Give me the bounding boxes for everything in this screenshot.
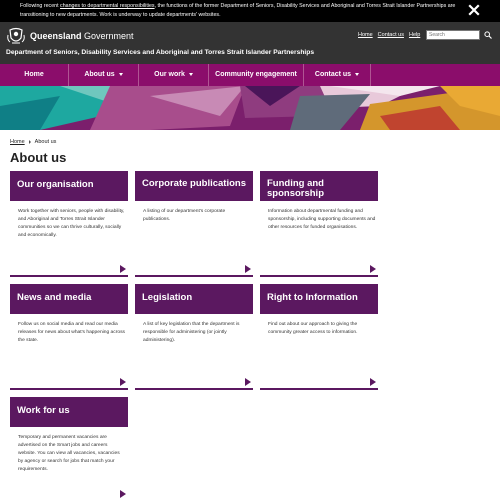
card-work-for-us[interactable] — [10, 397, 128, 500]
card-divider — [260, 275, 378, 277]
card-title[interactable]: Right to Information — [260, 284, 378, 314]
chevron-down-icon — [189, 73, 193, 76]
card-title[interactable]: News and media — [10, 284, 128, 314]
chevron-right-icon — [29, 140, 31, 144]
department-name[interactable]: Department of Seniors, Disability Services and Aboriginal and Torres Strait Islander Partnerships — [6, 49, 315, 56]
card-description: A listing of our department's corporate publications. — [143, 209, 226, 222]
breadcrumb-home[interactable]: Home — [10, 139, 25, 145]
arrow-right-icon[interactable] — [245, 265, 251, 273]
card-title[interactable]: Corporate publications — [135, 171, 253, 201]
nav-item-label: Contact us — [314, 71, 352, 78]
breadcrumb-current: About us — [34, 139, 57, 145]
nav-item-our-work[interactable] — [139, 64, 208, 86]
card-legislation[interactable] — [135, 284, 253, 390]
card-divider — [10, 275, 128, 277]
notice-text-before: Following recent — [20, 3, 61, 9]
close-icon[interactable] — [468, 4, 480, 16]
card-description: A list of key legislation that the department is responsible for administering (or jointly administering). — [143, 322, 240, 343]
chevron-down-icon — [119, 73, 123, 76]
card-description: Information about departmental funding and sponsorship, including supporting documents and other resources for funded organisations. — [268, 209, 376, 230]
main-nav — [0, 64, 500, 86]
card-title[interactable]: Funding and sponsorship — [260, 171, 378, 201]
utility-link-contact[interactable]: Contact us — [377, 32, 404, 38]
arrow-right-icon[interactable] — [120, 378, 126, 386]
nav-divider — [370, 64, 371, 86]
card-title[interactable]: Work for us — [10, 397, 128, 427]
arrow-right-icon[interactable] — [370, 378, 376, 386]
card-our-organisation[interactable] — [10, 171, 128, 277]
card-description: Find out about our approach to giving the community greater access to information. — [268, 322, 358, 335]
notice-text — [20, 2, 472, 20]
brand-rest: Government — [84, 31, 134, 41]
arrow-right-icon[interactable] — [120, 490, 126, 498]
arrow-right-icon[interactable] — [120, 265, 126, 273]
page-title: About us — [10, 150, 67, 165]
nav-item-label: Community engagement — [215, 71, 297, 78]
decorative-banner — [0, 86, 500, 130]
card-description: Follow us on social media and read our media releases for news about what's happening across the state. — [18, 322, 125, 343]
card-news-media[interactable] — [10, 284, 128, 390]
qld-crest-icon — [6, 26, 26, 46]
nav-item-label: Our work — [154, 71, 185, 78]
search-icon[interactable] — [484, 31, 492, 39]
nav-item-about-us[interactable] — [69, 64, 138, 86]
search-input[interactable] — [426, 30, 480, 40]
card-description: Temporary and permanent vacancies are advertised on the Smart jobs and careers website. You can view all vacancies, vacancies by agency or search for jobs that match your requirements. — [18, 435, 120, 472]
nav-item-home[interactable] — [0, 64, 68, 86]
site-header — [0, 22, 500, 64]
nav-item-community-engagement[interactable] — [209, 64, 303, 86]
card-divider — [10, 388, 128, 390]
notice-link[interactable]: changes to departmental responsibilities — [60, 3, 155, 9]
utility-link-help[interactable]: Help — [408, 32, 421, 38]
nav-item-label: About us — [84, 71, 115, 78]
arrow-right-icon[interactable] — [370, 265, 376, 273]
utility-link-home[interactable]: Home — [358, 32, 373, 38]
card-funding-sponsorship[interactable] — [260, 171, 378, 277]
card-description: Work together with seniors, people with disability, and Aboriginal and Torres Strait Islander communities so we can thrive culturally, socially and economically. — [18, 209, 125, 238]
brand-bold: Queensland — [30, 31, 82, 41]
card-title[interactable]: Our organisation — [10, 171, 128, 201]
card-divider — [260, 388, 378, 390]
notice-banner — [0, 0, 500, 22]
chevron-down-icon — [355, 73, 359, 76]
card-title[interactable]: Legislation — [135, 284, 253, 314]
card-right-to-information[interactable] — [260, 284, 378, 390]
notice-text-after: , the functions of the former Department of Seniors, Disability Services and Aboriginal and Torres Strait Islander Partnerships are transitioning to new departments. Work is underway to update departments' websites. — [20, 3, 456, 18]
card-divider — [135, 275, 253, 277]
utility-links — [358, 32, 425, 38]
card-divider — [135, 388, 253, 390]
breadcrumb — [10, 139, 56, 145]
nav-item-label: Home — [24, 71, 44, 78]
arrow-right-icon[interactable] — [245, 378, 251, 386]
brand-name — [30, 31, 134, 41]
card-corporate-publications[interactable] — [135, 171, 253, 277]
qld-government-logo[interactable] — [6, 26, 156, 46]
nav-item-contact-us[interactable] — [304, 64, 370, 86]
